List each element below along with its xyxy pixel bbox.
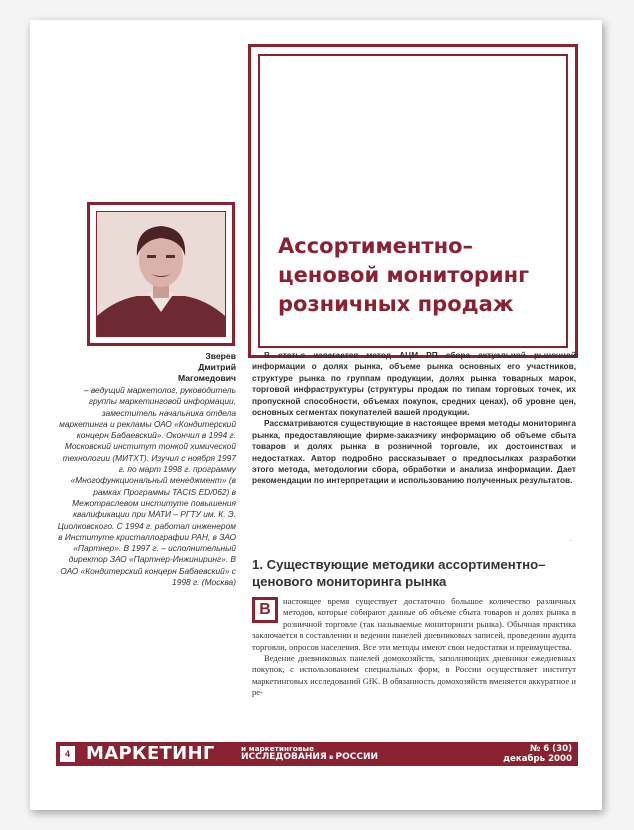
author-sidebar	[56, 351, 236, 588]
author-photo	[96, 211, 226, 337]
issue-date: декабрь 2000	[503, 754, 572, 764]
author-name-patronymic: Магомедович	[177, 373, 236, 383]
body-paragraph: настоящее время существует достаточно большое количество различных методов, которые собирают данные об объеме сбыта товаров и долях рынка в розничной торговле (так называемые мониторинги рынка). Обычная практика заключается в составлении и ведении панелей дневниковых записей, проведении аудита торговли, опросов населения. Все эти методы имеют свои недостатки и преимущества.	[252, 596, 576, 652]
body-text	[252, 596, 576, 699]
title-frame	[248, 44, 578, 358]
author-name-first: Дмитрий	[198, 362, 236, 372]
body-paragraph: Ведение дневниковых панелей домохозяйств, заполняющих дневники ежедневных покупок, с использованием специальных форм, в России осуществляет институт маркетинговых исследований GfK. В обязанность домохозяйств вменяется аккуратное и ре-	[252, 653, 576, 698]
subtitle-research: ИССЛЕДОВАНИЯ	[241, 752, 327, 762]
issue-number: № 6 (30)	[529, 744, 572, 754]
subtitle-russia: РОССИИ	[335, 752, 379, 762]
magazine-page	[30, 20, 602, 810]
issue-info	[503, 744, 572, 764]
page-number: 4	[60, 746, 75, 762]
author-photo-frame	[87, 202, 235, 346]
subtitle-line1: маркетинговые	[248, 744, 315, 753]
title-frame-inner	[258, 54, 568, 348]
author-name-last: Зверев	[205, 351, 236, 361]
article-title: Ассортиментно–ценовой мониторинг розничных продаж	[278, 234, 530, 316]
magazine-subtitle	[241, 745, 378, 761]
subtitle-in: в	[326, 753, 336, 761]
abstract	[252, 350, 576, 487]
portrait-image	[97, 212, 225, 336]
separator-dot: .	[570, 536, 572, 543]
magazine-brand: МАРКЕТИНГ	[86, 743, 215, 764]
dropcap	[252, 597, 278, 623]
footer-bar	[56, 742, 578, 766]
author-bio: – ведущий маркетолог, руководитель группы маркетинговой информации, заместитель начальника отдела маркетинга и рекламы ОАО «Кондитерский концерн Бабаевский». Окончил в 1994 г. Московский институт тонкой химической технологии (МИТХТ). Изучил с ноября 1997 г. по март 1998 г. программу «Многофункциональный менеджмент» (в рамках Программы TACIS ED/062) в Межотраслевом институте повышения квалификации при МАТИ – РГТУ им. К. Э. Циолковского. С 1994 г. работал инженером в Институте кристаллографии РАН, в ЗАО «Партнер». В 1997 г. – исполнительный директор ЗАО «Партнер-Инжиниринг». В ОАО «Кондитерский концерн Бабаевский» с 1998 г. (Москва)	[57, 385, 236, 588]
section-heading: 1. Существующие методики ассортиментно–ценового мониторинга рынка	[252, 557, 546, 589]
abstract-paragraph: Рассматриваются существующие в настоящее время методы мониторинга рынка, предоставляющие фирме-заказчику информацию об объеме сбыта товаров и долях рынка в розничной торговле, их достоинствах и недостатках. Автор подробно рассказывает о предпосылках разработки этого метода, методологии сбора, обработки и анализа информации. Дает рекомендации по интерпретации и использованию полученных результатов.	[252, 418, 576, 486]
subtitle-prefix: и	[241, 744, 249, 753]
dropcap-letter: В	[255, 600, 275, 620]
abstract-paragraph: В статье излагается метод АЦМ РП сбора актуальной рыночной информации о долях рынка, объеме рынка основных его участников, структуре рынка по группам продукции, долях рынка товарных марок, торговой инфраструктуры (структуры продаж по типам торговых точек, их пропускной способности, объемах покупок, средних ценах), об уровне цен, основных сегментах покупателей вашей продукции.	[252, 350, 576, 418]
